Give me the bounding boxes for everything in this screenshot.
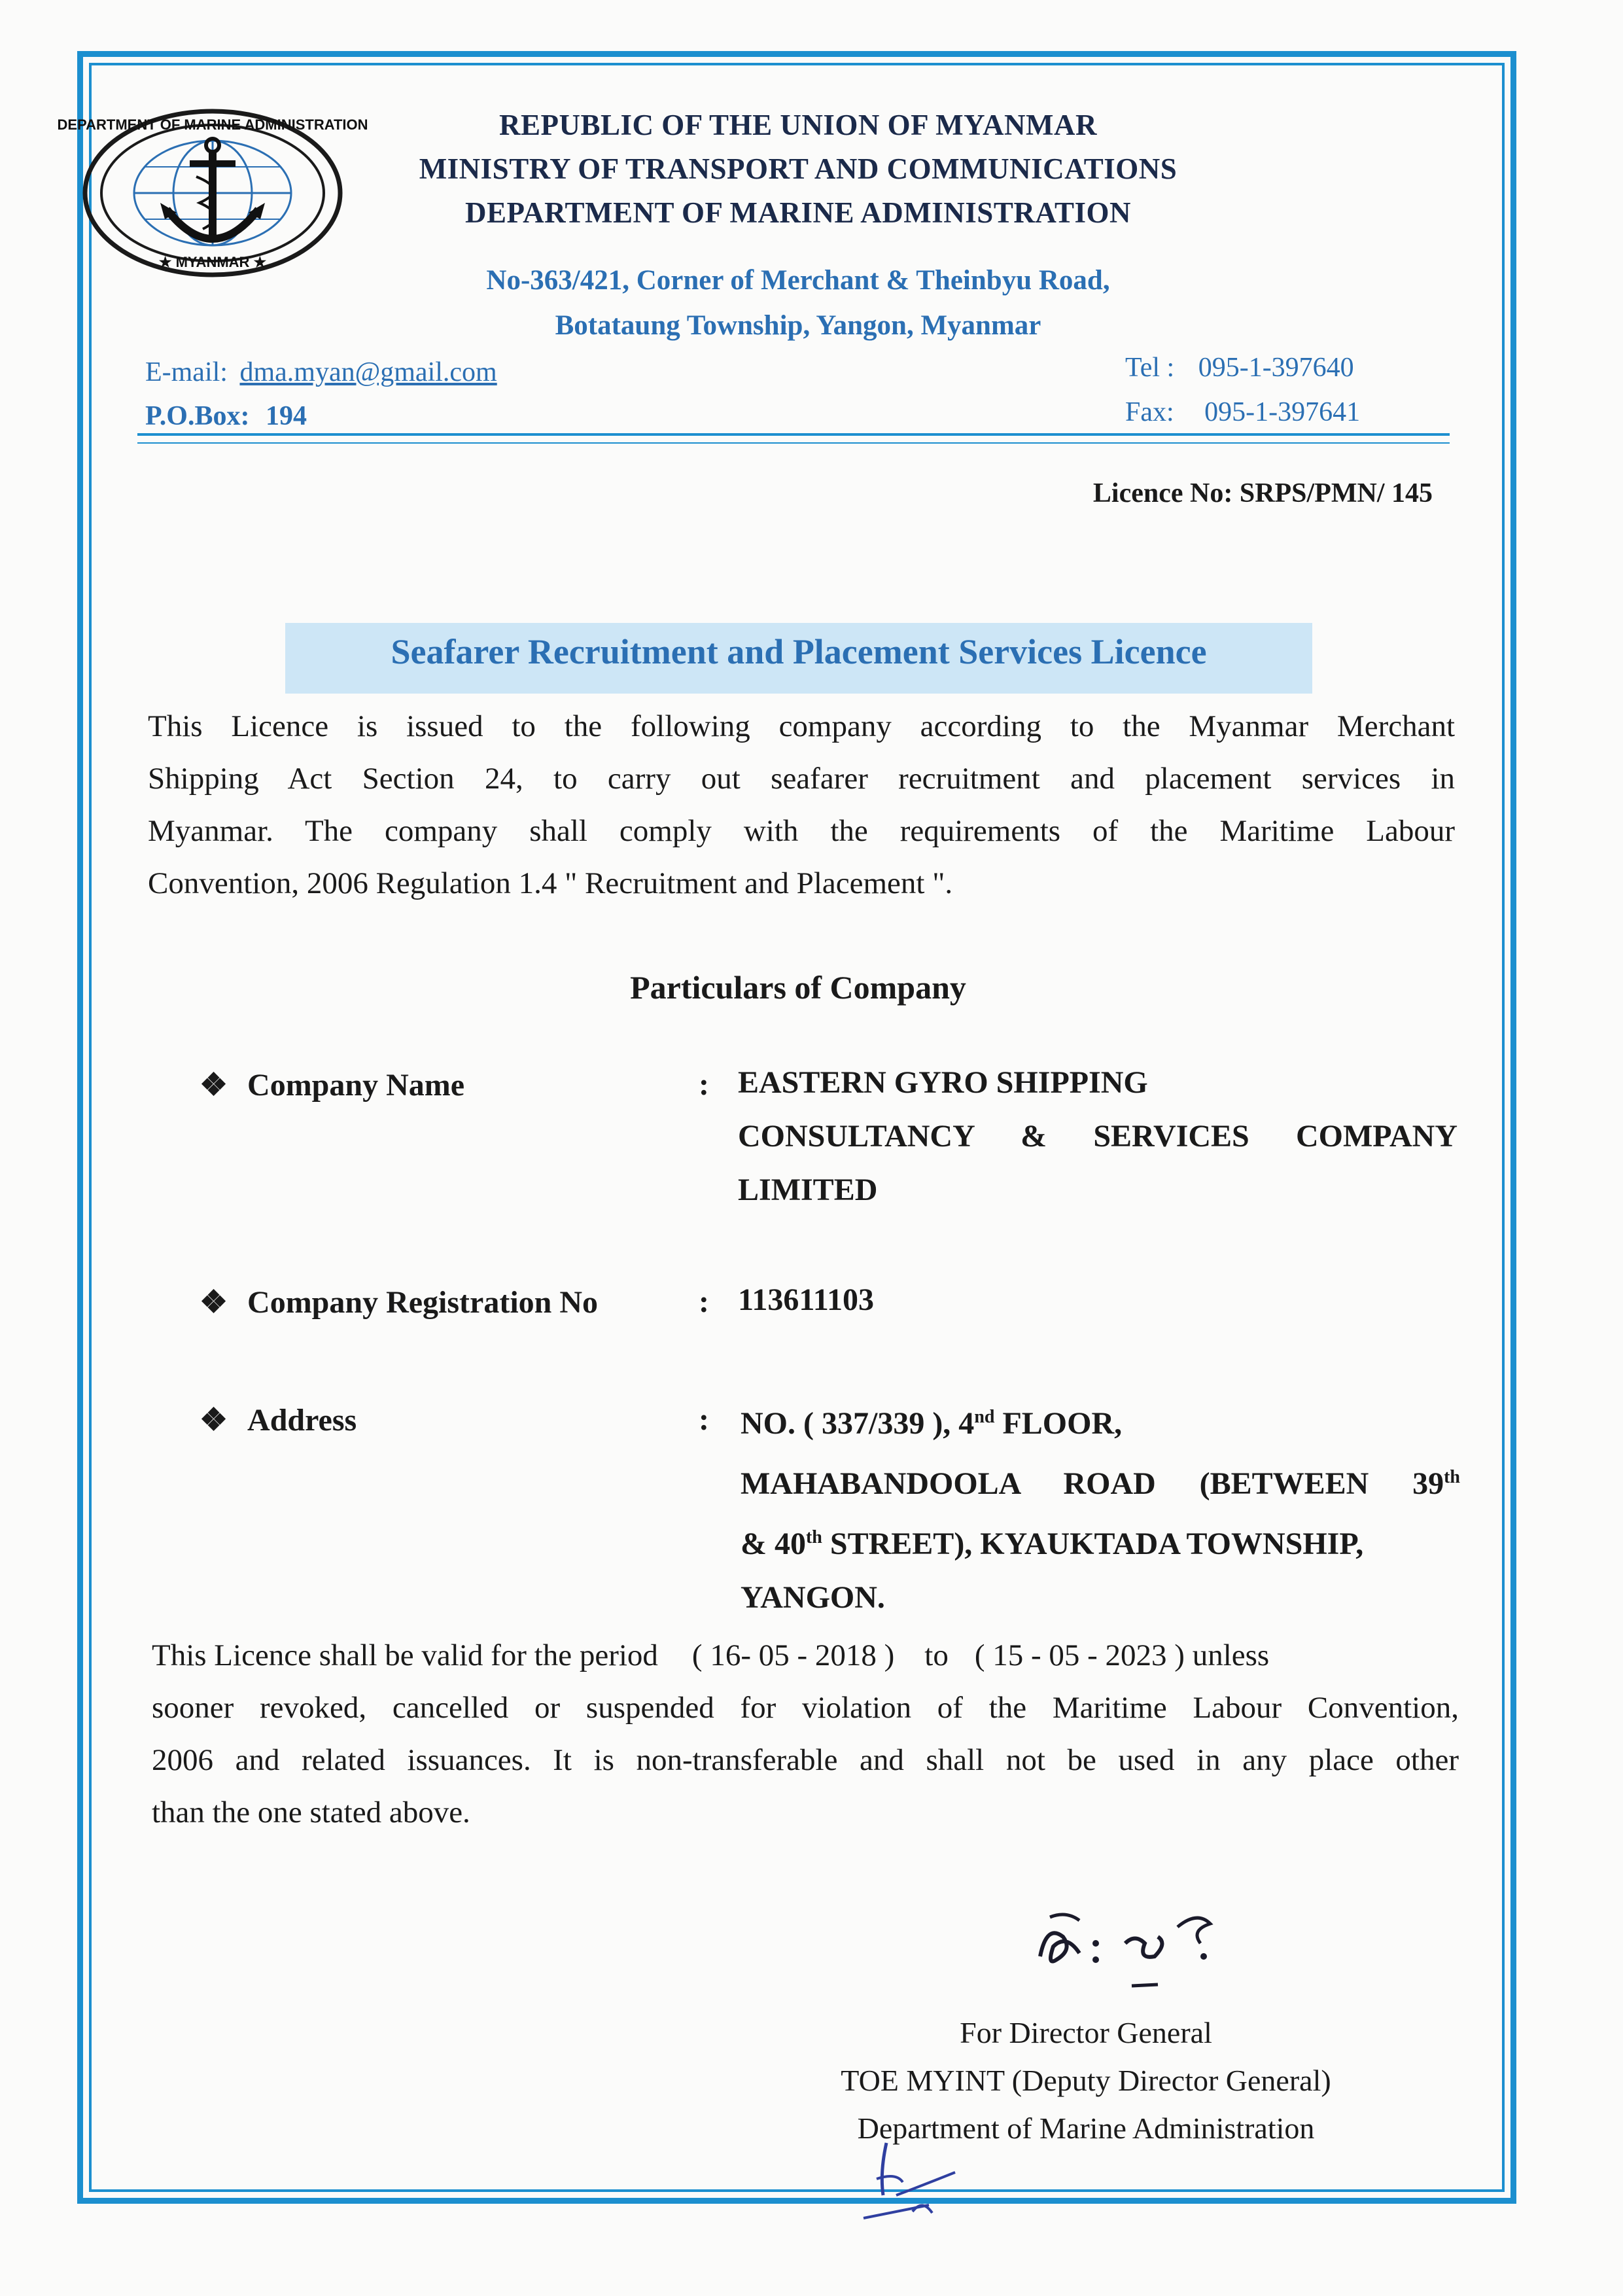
signatory-name: TOE MYINT (Deputy Director General): [841, 2064, 1331, 2097]
company-name-label-row: [200, 1067, 464, 1103]
for-director-general: For Director General: [960, 2016, 1212, 2049]
address-line-3: & 40th STREET), KYAUKTADA TOWNSHIP,: [741, 1527, 1364, 1561]
intro-line-3: Myanmar. The company shall comply with the requirements of the Maritime Labour: [148, 814, 1455, 848]
intro-line-2: Shipping Act Section 24, to carry out seafarer recruitment and placement services in: [148, 762, 1455, 796]
pobox-row: [145, 400, 307, 432]
fax-label: Fax:: [1125, 397, 1174, 427]
colon: :: [699, 1402, 709, 1437]
company-name-line-1: EASTERN GYRO SHIPPING: [738, 1065, 1148, 1100]
tel-label: Tel :: [1125, 353, 1175, 383]
address-label-row: [200, 1402, 357, 1438]
address-line-4: YANGON.: [741, 1580, 885, 1615]
header-ministry: MINISTRY OF TRANSPORT AND COMMUNICATIONS: [419, 152, 1178, 185]
intro-line-1: This Licence is issued to the following company according to the Myanmar Merchant: [148, 709, 1455, 743]
bullet-icon: ❖: [200, 1068, 228, 1103]
address-value: [741, 1390, 1460, 1625]
particulars-heading: Particulars of Company: [630, 969, 966, 1006]
email-link[interactable]: dma.myan@gmail.com: [239, 357, 497, 387]
header-department: DEPARTMENT OF MARINE ADMINISTRATION: [464, 196, 1132, 229]
company-name-label: Company Name: [247, 1068, 465, 1103]
signatory-department: Department of Marine Administration: [857, 2111, 1315, 2145]
address-line-2: MAHABANDOOLA ROAD (BETWEEN 39th: [741, 1466, 1460, 1501]
registration-label-row: [200, 1284, 598, 1320]
registration-label: Company Registration No: [247, 1285, 599, 1320]
bullet-icon: ❖: [200, 1403, 228, 1438]
header-republic: REPUBLIC OF THE UNION OF MYANMAR: [499, 109, 1097, 141]
fax-value: 095-1-397641: [1204, 397, 1361, 427]
tel-row: [1125, 352, 1354, 383]
fax-row: [1125, 397, 1360, 428]
email-label: E-mail:: [145, 357, 228, 387]
intro-paragraph: [148, 700, 1455, 910]
intro-line-4: Convention, 2006 Regulation 1.4 " Recruitment and Placement ".: [148, 866, 953, 900]
header-divider: [137, 433, 1450, 436]
pobox-value: 194: [265, 401, 307, 431]
licence-title: Seafarer Recruitment and Placement Services Licence: [391, 632, 1207, 671]
company-name-line-2: CONSULTANCY & SERVICES COMPANY: [738, 1119, 1457, 1154]
pobox-label: P.O.Box:: [145, 401, 250, 431]
seal-text-top: DEPARTMENT OF MARINE ADMINISTRATION: [57, 116, 368, 133]
validity-line-3: 2006 and related issuances. It is non-transferable and shall not be used in any place other: [152, 1743, 1459, 1777]
validity-paragraph: [152, 1629, 1459, 1839]
validity-line-2: sooner revoked, cancelled or suspended for violation of the Maritime Labour Convention,: [152, 1691, 1459, 1725]
company-name-value: [738, 1056, 1457, 1217]
address-line-1: No-363/421, Corner of Merchant & Theinbyu Road,: [486, 265, 1110, 296]
colon: :: [699, 1284, 709, 1319]
licence-number: Licence No: SRPS/PMN/ 145: [1092, 478, 1433, 508]
email-row: [145, 357, 497, 388]
validity-line-1: This Licence shall be valid for the period ( 16- 05 - 2018 ) to ( 15 - 05 - 2023 ) unless: [152, 1638, 1270, 1672]
registration-value: 113611103: [738, 1282, 875, 1317]
validity-line-4: than the one stated above.: [152, 1795, 470, 1829]
header-divider-thin: [137, 442, 1450, 444]
tel-value: 095-1-397640: [1198, 353, 1354, 383]
address-label: Address: [247, 1403, 357, 1438]
ink-initials: [850, 2133, 981, 2231]
seal-text-bottom: ★ MYANMAR ★: [158, 254, 267, 270]
company-name-line-3: LIMITED: [738, 1173, 878, 1207]
address-line-2: Botataung Township, Yangon, Myanmar: [555, 310, 1041, 341]
bullet-icon: ❖: [200, 1285, 228, 1320]
marine-administration-seal: [57, 105, 368, 281]
address-line-1: NO. ( 337/339 ), 4nd FLOOR,: [741, 1406, 1123, 1441]
colon: :: [699, 1067, 709, 1102]
handwritten-signature: [1027, 1898, 1249, 1996]
